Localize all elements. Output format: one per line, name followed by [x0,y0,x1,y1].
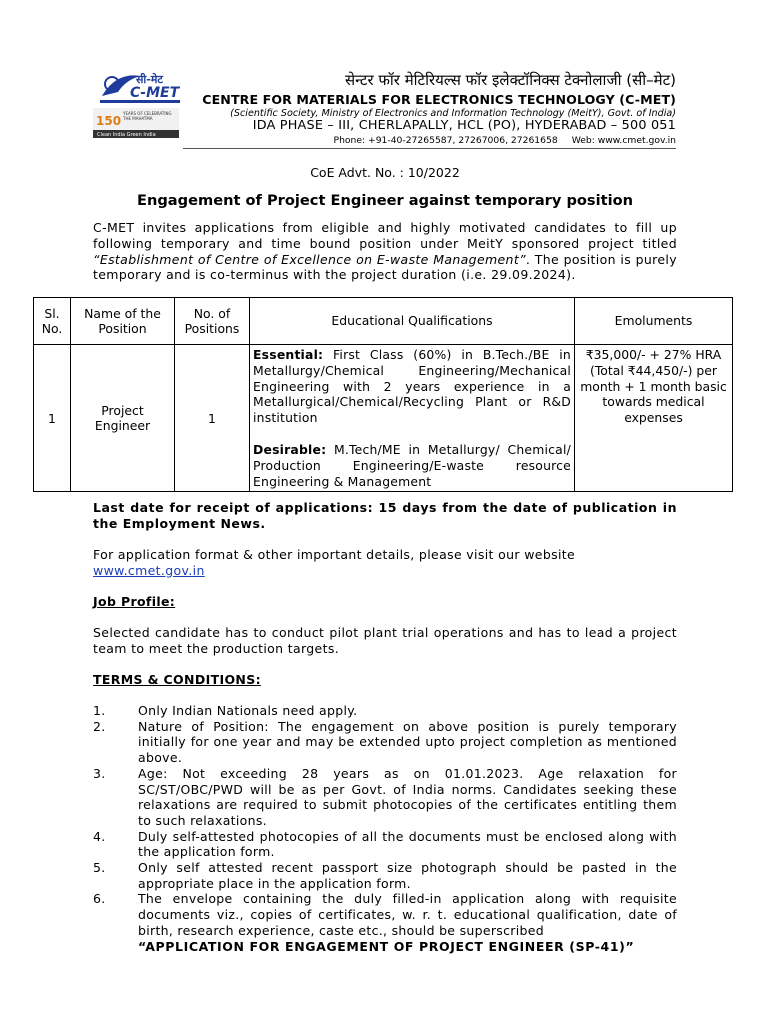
header-position-name: Name of the Position [71,298,175,345]
intro-text: C-MET invites applications from eligible and highly motivated candidates to fill up following temporary and time bound position under MeitY sponsored project titled [93,220,677,251]
anniv-text: YEARS OF CELEBRATING THE MAHATMA [123,111,172,121]
list-item [93,703,677,719]
150-years-logo [93,108,179,138]
hindi-org-name: सेन्टर फॉर मेटिरियल्स फॉर इलेक्टॉनिक्स टेक्नोलाजी (सी–मेट) [345,71,676,89]
list-item [93,860,677,891]
item-text: Duly self-attested photocopies of all the documents must be enclosed along with the application form. [138,828,677,860]
table-row [34,345,733,492]
cell-position-name: Project Engineer [71,345,175,492]
advt-number: CoE Advt. No. : 10/2022 [310,165,460,180]
cell-qualifications [250,345,575,492]
page-title: Engagement of Project Engineer against temporary position [136,192,634,209]
item-text: Age: Not exceeding 28 years as on 01.01.2023. Age relaxation for SC/ST/OBC/PWD will be as per Govt. of India norms. Candidates seeking these relaxations are required to submit photocopies of the certificates entitling them to such relaxations. [138,765,677,828]
table-header-row [34,298,733,345]
website-text: Web: www.cmet.gov.in [571,135,676,146]
item-text: Nature of Position: The engagement on above position is purely temporary initially for one year and may be extended upto project completion as mentioned above. [138,718,677,766]
item-text: Only self attested recent passport size photograph should be pasted in the appropriate place in the application form. [138,860,677,891]
envelope-superscription: “APPLICATION FOR ENGAGEMENT OF PROJECT ENGINEER (SP-41)” [138,938,635,954]
item-text [138,891,677,954]
job-profile-heading: Job Profile: [93,594,176,609]
item-number: 2. [93,718,106,734]
item-number: 1. [93,703,106,718]
intro-paragraph [93,220,677,283]
header-sl-no: Sl. No. [34,298,71,345]
job-profile-text: Selected candidate has to conduct pilot plant trial operations and has to lead a project team to meet the production targets. [93,625,677,656]
org-address: IDA PHASE – III, CHERLAPALLY, HCL (PO), HYDERABAD – 500 051 [252,118,676,133]
cell-sl-no: 1 [34,345,71,492]
website-link[interactable]: www.cmet.gov.in [93,562,205,578]
desirable-qualification [253,442,571,489]
intro-text-end: . The position is purely temporary and is co-terminus with the project duration (i.e. 29.09.2024). [93,251,677,283]
item-text: Only Indian Nationals need apply. [138,703,358,718]
header-emoluments: Emoluments [575,298,733,345]
essential-qualification [253,347,571,426]
contact-line [334,135,676,146]
desirable-text: M.Tech/ME in Metallurgy/ Chemical/ Production Engineering/E-waste resource Engineering & Management [253,441,571,489]
cell-emoluments: ₹35,000/- + 27% HRA (Total ₹44,450/-) per month + 1 month basic towards medical expenses [575,345,733,492]
format-paragraph [93,547,677,579]
position-table [33,297,733,492]
essential-label: Essential: [253,347,324,362]
item-number: 6. [93,891,106,907]
format-text: For application format & other important details, please visit our website [93,547,576,562]
cell-num-positions: 1 [175,345,250,492]
last-date-notice: Last date for receipt of applications: 15 days from the date of publication in the Employment News. [93,500,677,531]
cmet-logo [96,66,184,106]
terms-heading: TERMS & CONDITIONS: [93,672,261,687]
essential-text: First Class (60%) in B.Tech./BE in Metallurgy/Chemical Engineering/Mechanical Engineering with 2 years experience in a Metallurgical/Chemical/Recycling Plant or R&D institution [253,347,571,426]
list-item [93,719,677,766]
item-number: 4. [93,828,106,844]
org-name: CENTRE FOR MATERIALS FOR ELECTRONICS TECHNOLOGY (C-MET) [202,92,676,107]
svg-text:C-MET: C-MET [130,85,180,101]
svg-text:सी-मेट: सी-मेट [136,73,163,86]
item-text-body: The envelope containing the duly filled-in application along with requisite documents viz., copies of certificates, w. r. t. educational qualification, date of birth, research experience, caste etc., should be superscribed [138,891,677,938]
item-number: 5. [93,860,106,876]
header-num-positions: No. of Positions [175,298,250,345]
header-qualifications: Educational Qualifications [250,298,575,345]
list-item [93,766,677,829]
project-title: “Establishment of Centre of Excellence on E-waste Management” [93,251,526,267]
item-number: 3. [93,765,106,781]
list-item [93,829,677,860]
svg-text:Clean India Green India: Clean India Green India [97,132,156,138]
header-divider [183,148,676,149]
desirable-label: Desirable: [253,441,327,457]
phone-numbers: Phone: +91-40-27265587, 27267006, 27261658 [333,135,558,146]
list-item [93,891,677,954]
org-subtitle: (Scientific Society, Ministry of Electronics and Information Technology (MeitY), Govt. of India) [230,108,676,119]
svg-text:150: 150 [96,114,122,128]
terms-list [93,703,677,954]
